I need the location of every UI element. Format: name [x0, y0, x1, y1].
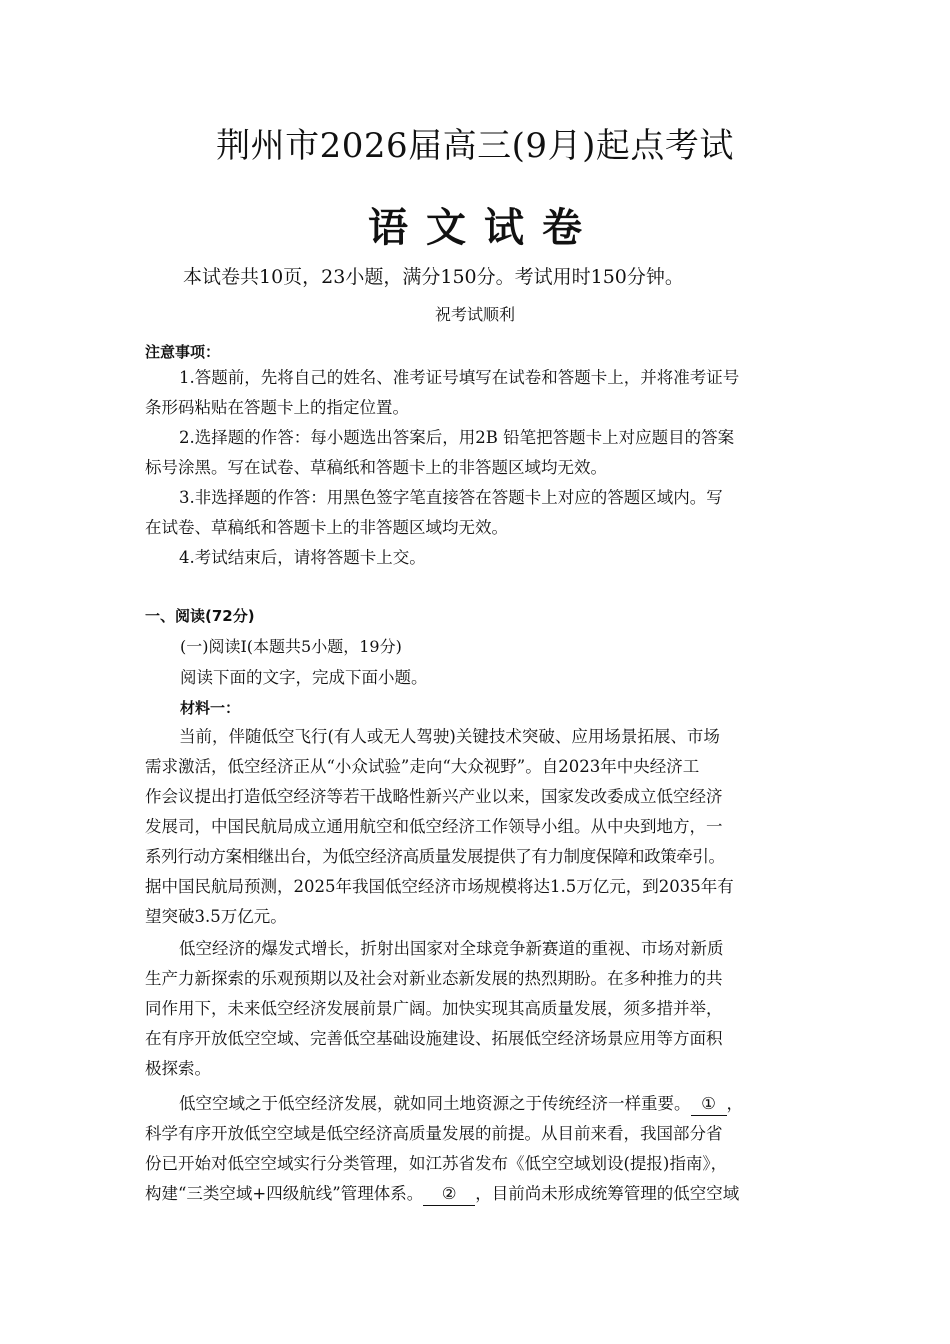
passage-line: 在有序开放低空空域、完善低空基础设施建设、拓展低空经济场景应用等方面积 [145, 1029, 723, 1048]
notice-item-line: 标号涂黑。写在试卷、草稿纸和答题卡上的非答题区域均无效。 [145, 458, 607, 477]
answer-blank-1: ① [691, 1093, 727, 1116]
exam-info: 本试卷共10页，23小题，满分150分。考试用时150分钟。 [183, 266, 684, 288]
reading-instruction: 阅读下面的文字，完成下面小题。 [180, 668, 428, 687]
notice-item-4 [145, 543, 805, 573]
passage-line: 作会议提出打造低空经济等若干战略性新兴产业以来，国家发改委成立低空经济 [145, 787, 723, 806]
passage-line: 生产力新探索的乐观预期以及社会对新业态新发展的热烈期盼。在多种推力的共 [145, 969, 723, 988]
passage-line: 望突破3.5万亿元。 [145, 907, 287, 926]
passage-line: 当前，伴随低空飞行(有人或无人驾驶)关键技术突破、应用场景拓展、市场 [179, 727, 720, 746]
passage-line: 据中国民航局预测，2025年我国低空经济市场规模将达1.5万亿元，到2035年有 [145, 877, 734, 896]
notice-item-3 [145, 483, 805, 543]
passage-text: 构建“三类空域+四级航线”管理体系。 [145, 1184, 424, 1203]
answer-blank-2: ② [423, 1183, 475, 1206]
passage-paragraph-3 [145, 1089, 805, 1209]
passage-line [145, 1179, 805, 1209]
notice-item-line: 条形码粘贴在答题卡上的指定位置。 [145, 398, 409, 417]
passage-paragraph-1 [145, 722, 805, 932]
passage-text: ， [726, 1094, 743, 1113]
passage-line: 份已开始对低空空域实行分类管理，如江苏省发布《低空空域划设(提报)指南》， [145, 1154, 728, 1173]
exam-title: 荆州市2026届高三(9月)起点考试 [216, 126, 734, 166]
passage-line: 低空经济的爆发式增长，折射出国家对全球竞争新赛道的重视、市场对新质 [179, 939, 724, 958]
notice-item-line: 1.答题前，先将自己的姓名、准考证号填写在试卷和答题卡上，并将准考证号 [179, 368, 740, 387]
notice-item-line: 在试卷、草稿纸和答题卡上的非答题区域均无效。 [145, 518, 508, 537]
notice-item-1 [145, 363, 805, 423]
passage-text: ，目前尚未形成统筹管理的低空空域 [475, 1184, 740, 1203]
sub-section-heading: (一)阅读Ⅰ(本题共5小题，19分) [180, 637, 402, 656]
notice-item-line: 3.非选择题的作答：用黑色签字笔直接答在答题卡上对应的答题区域内。写 [179, 488, 723, 507]
passage-line: 科学有序开放低空空域是低空经济高质量发展的前提。从目前来看，我国部分省 [145, 1124, 723, 1143]
passage-line: 发展司，中国民航局成立通用航空和低空经济工作领导小组。从中央到地方，一 [145, 817, 723, 836]
section-heading: 一、阅读(72分) [145, 607, 255, 625]
notice-heading: 注意事项： [145, 343, 221, 361]
passage-line: 极探索。 [145, 1059, 211, 1078]
passage-line: 需求激活，低空经济正从“小众试验”走向“大众视野”。自2023年中央经济工 [145, 757, 700, 776]
notice-item-line: 2.选择题的作答：每小题选出答案后，用2B 铅笔把答题卡上对应题目的答案 [179, 428, 735, 447]
passage-line [145, 1089, 805, 1119]
subject-title: 语文试卷 [368, 205, 600, 251]
passage-text: 低空空域之于低空经济发展，就如同土地资源之于传统经济一样重要。 [179, 1094, 691, 1113]
passage-line: 同作用下，未来低空经济发展前景广阔。加快实现其高质量发展，须多措并举， [145, 999, 723, 1018]
passage-paragraph-2 [145, 934, 805, 1084]
notice-item-2 [145, 423, 805, 483]
notice-item-line: 4.考试结束后，请将答题卡上交。 [179, 548, 426, 567]
passage-line: 系列行动方案相继出台，为低空经济高质量发展提供了有力制度保障和政策牵引。 [145, 847, 725, 866]
good-luck-text: 祝考试顺利 [434, 305, 515, 324]
material-label: 材料一： [180, 699, 241, 717]
